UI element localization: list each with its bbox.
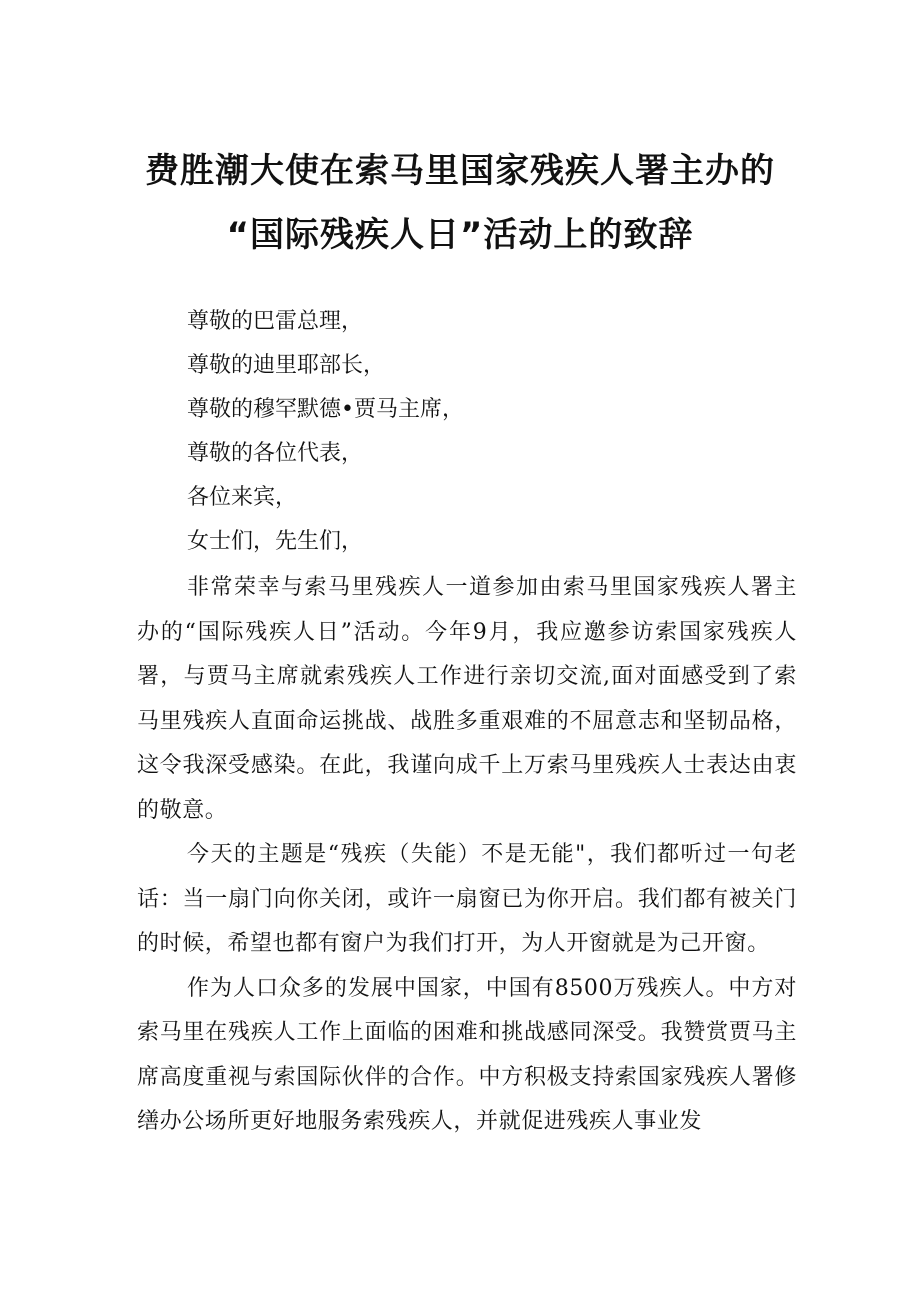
salutation-line: 尊敬的迪里耶部长， [187,353,386,378]
salutation-line: 各位来宾， [187,485,298,510]
document-title-line-2: “国际残疾人日”活动上的致辞 [226,215,694,255]
salutation-line: 女士们，先生们， [187,529,364,554]
salutation-line: 尊敬的各位代表， [187,441,364,466]
salutation-line: 尊敬的穆罕默德•贾马主席， [187,397,464,422]
speech-paragraph: 今天的主题是“残疾（失能）不是无能"，我们都听过一句老话：当一扇门向你关闭，或许一扇窗已为你开启。我们都有被关门的时候，希望也都有窗户为我们打开，为人开窗就是为己开窗。 [137,842,797,956]
salutation-line: 尊敬的巴雷总理， [187,309,364,334]
speech-paragraph: 作为人口众多的发展中国家，中国有8500万残疾人。中方对索马里在残疾人工作上面临的困难和挑战感同深受。我赞赏贾马主席高度重视与索国际伙伴的合作。中方积极支持索国家残疾人署修缮办公场所更好地服务索残疾人，并就促进残疾人事业发 [137,975,797,1134]
speech-body [137,300,797,1145]
speech-paragraph: 非常荣幸与索马里残疾人一道参加由索马里国家残疾人署主办的“国际残疾人日”活动。今年9月，我应邀参访索国家残疾人署，与贾马主席就索残疾人工作进行亲切交流,面对面感受到了索马里残疾人直面命运挑战、战胜多重艰难的不屈意志和坚韧品格，这令我深受感染。在此，我谨向成千上万索马里残疾人士表达由衷的敬意。 [137,575,797,823]
document-title-line-1: 费胜潮大使在索马里国家残疾人署主办的 [145,151,775,191]
